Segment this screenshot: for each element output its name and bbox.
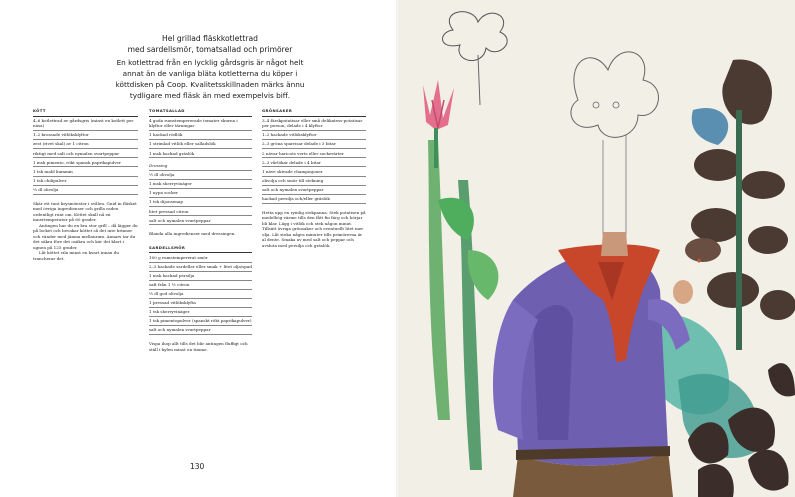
ingredient-row: salt och nymalen svartpeppar xyxy=(149,326,252,335)
ingredient-row: 1 tsk sherryvinäger xyxy=(149,308,252,317)
hand xyxy=(673,280,693,304)
ingredient-row: ⅓ dl olivolja xyxy=(33,186,138,195)
meat-column xyxy=(33,108,138,261)
ingredient-row: 4 goda rumstempererade tomater skurna i klyftor eller tärningar xyxy=(149,117,252,132)
page-number: 130 xyxy=(190,462,205,471)
ingredient-row: riktigt med salt och nymalen svartpeppar xyxy=(33,149,138,158)
ingredient-row: 1 tsk chilipulver xyxy=(33,177,138,186)
outline-eye xyxy=(593,102,599,108)
shirt-shade xyxy=(533,305,573,440)
method-paragraph: Låt köttet vila minst en kvart innan du trancherar det. xyxy=(33,250,119,261)
salad-column xyxy=(149,108,252,352)
recipe-title xyxy=(100,33,320,55)
ingredient-row: 2–3 gröna sparrisar delade i 3 bitar xyxy=(262,140,366,149)
ingredient-row: hackad persilja och/eller gräslök xyxy=(262,195,366,204)
vegetables-column xyxy=(262,108,366,248)
intro-line: En kotlettrad från en lycklig gårdsgris är något helt xyxy=(116,58,304,67)
intro-line: annat än de vanliga bläta kotletterna du köper i xyxy=(122,69,298,78)
ingredient-row: ⅓ dl god olivolja xyxy=(149,290,252,299)
salad-heading: TOMATSALLAD xyxy=(149,108,252,117)
ingredient-row: salt och nymalen svartpeppar xyxy=(149,216,252,225)
outline-eye xyxy=(613,102,619,108)
cigarette-ash xyxy=(698,259,700,262)
ingredient-row: 1 näve skivade champinjoner xyxy=(262,167,366,176)
meat-method xyxy=(33,201,138,262)
intro-line: köttdisken på Coop. Kvalitetsskillnaden märks ännu xyxy=(115,80,305,89)
meat-heading: KÖTT xyxy=(33,108,138,117)
ingredient-row: 100 g rumstempererat smör xyxy=(149,253,252,262)
ingredient-row: 1 tsk dijonsenap xyxy=(149,198,252,207)
ingredient-row: 1 tsk mald kummin xyxy=(33,167,138,176)
ingredient-row: 4–6 kotlettrad av gårdsgris (minst en kotlett per näsa) xyxy=(33,117,138,132)
cigarette xyxy=(685,262,698,280)
green-stalk xyxy=(428,140,450,420)
intro-line: tydligare med fläsk än med exempelvis biff. xyxy=(129,91,291,100)
method-paragraph: Skär ett tunt krysmönster i svålen. Gnid in fläsket med övriga ingredienser och grilla raden ordentligt runt om. Köttet skall nå en innertemperatur på 60 grader. xyxy=(33,200,137,223)
painting-illustration xyxy=(398,0,795,497)
tree-trunk xyxy=(736,110,742,350)
ingredient-row: saft från 1 ½ citron xyxy=(149,281,252,290)
salad-method: Blanda alla ingredienser med dressingen. xyxy=(149,231,236,237)
ingredient-row: ⅓ dl olivolja xyxy=(149,171,252,180)
neck xyxy=(601,232,628,256)
ingredient-row: 2–3 vårlökar delade i 4 bitar xyxy=(262,158,366,167)
vegetables-method: Hetta upp en rymlig stekpanna. Stek potatisen på medelhög värme tills den fått fin färg och börjar bli klar. Lägg i vitlök och stek någon minut. Tillsätt övriga grönsaker och eventuellt litet mer olja. Låt steka några minuter tills primörerna är al dente. Smaka av med salt och peppar och avsluta med persilja och gräslök. xyxy=(262,209,366,248)
ingredient-row: 3–4 färskpotatisar eller små delikatess-potatisar per person, delade i 4 klyftor xyxy=(262,117,366,132)
butter-method: Vispa ihop allt tills det blir antingen fluffigt och ställ i kylen minst en timme. xyxy=(149,341,248,352)
ingredient-row: 2 nävar haricots verts eller sockerärter xyxy=(262,149,366,158)
ingredient-row: 1 tsk pimentopulver (spanskt rökt paprikapulver) xyxy=(149,317,252,326)
title-line: Hel grillad fläskkotlettrad xyxy=(162,34,258,43)
vegetables-heading: GRÖNSAKER xyxy=(262,108,366,117)
ingredient-row: 1 nypa socker xyxy=(149,189,252,198)
ingredient-row: litet pressad citron xyxy=(149,207,252,216)
ingredient-row: 1 msk sherryvinäger xyxy=(149,180,252,189)
blue-foliage xyxy=(692,108,728,145)
ingredient-row: olivolja och smör till stekning xyxy=(262,177,366,186)
ingredient-row: 1–2 krossade vitlöksklyftor xyxy=(33,131,138,140)
dressing-heading: Dressing xyxy=(149,163,252,171)
method-paragraph: Antingen har du en bra stor grill – då lägger du på locket och bevakar köttet så det inte brinner och vänder med jämna mellanrum. Annars tar du det säkra före det osäkra och kör det klart i ugnen på 125 grader. xyxy=(33,222,138,250)
ingredient-row: 1 msk hackad persilja xyxy=(149,272,252,281)
recipe-intro xyxy=(96,57,324,101)
outline-stem xyxy=(478,55,480,105)
ingredient-row: 1–2 hackade vitlöksklyftor xyxy=(262,131,366,140)
ingredient-row: zest (rivet skal) av 1 citron xyxy=(33,140,138,149)
ingredient-row: 2–3 hackade sardeller eller smak + litet olja/spad xyxy=(149,263,252,272)
outline-head xyxy=(571,52,659,137)
ingredient-row: 1 strimlad vitlök eller salladslök xyxy=(149,140,252,149)
ingredient-row: 1 hackad rödlök xyxy=(149,131,252,140)
ingredient-row: 1 msk hackad gräslök xyxy=(149,149,252,158)
outline-flower xyxy=(443,12,508,61)
ingredient-row: 1 msk pimento, rökt spansk paprikapulver xyxy=(33,158,138,167)
title-line: med sardellsmör, tomatsallad och primörer xyxy=(127,45,293,54)
ingredient-row: 1 pressad vitlöksklyfta xyxy=(149,299,252,308)
butter-heading: SARDELLSMÖR xyxy=(149,245,252,254)
illustration-page xyxy=(398,0,795,497)
ingredient-row: salt och nymalen svartpeppar xyxy=(262,186,366,195)
